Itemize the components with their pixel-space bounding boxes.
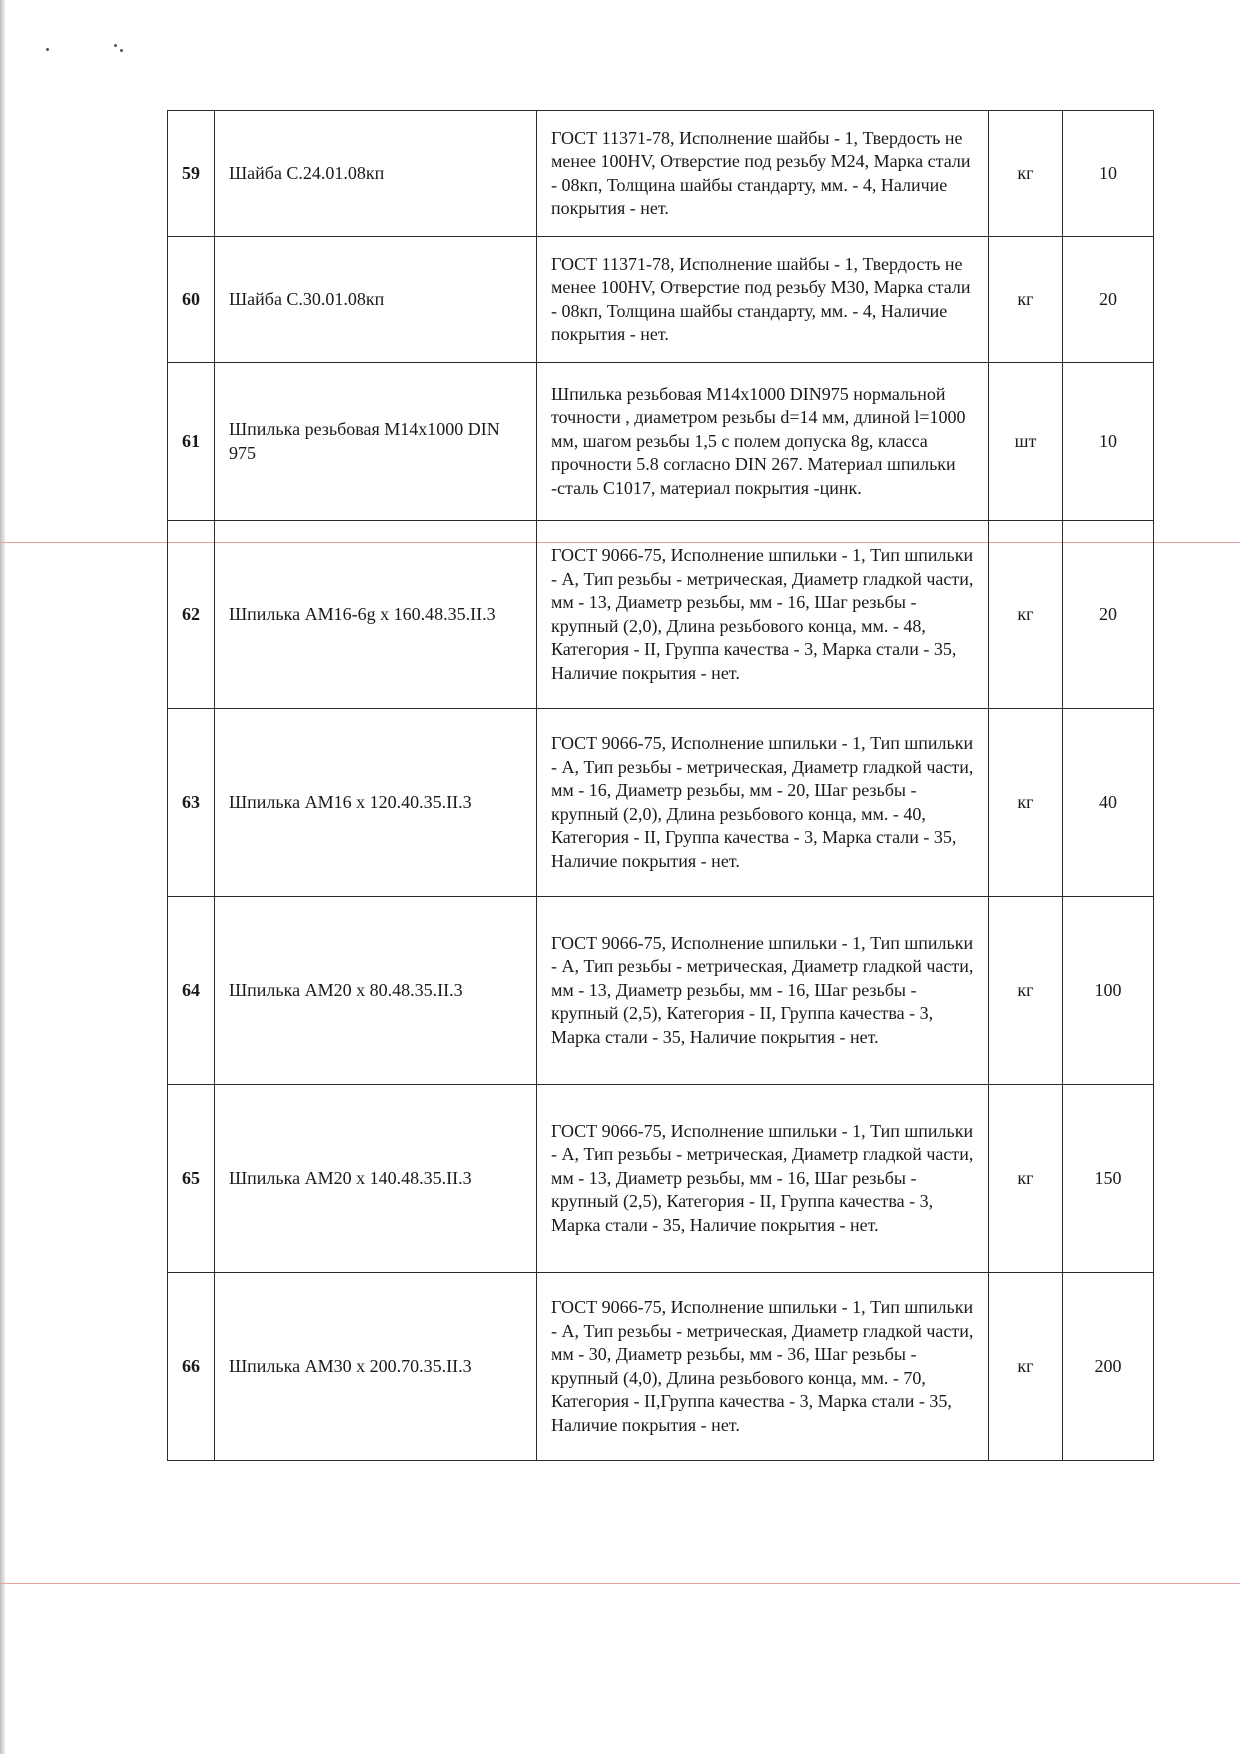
item-name: Шпилька АМ16-6g x 160.48.35.II.3	[215, 521, 537, 709]
table-row	[168, 1273, 1154, 1461]
unit-of-measure: кг	[989, 111, 1063, 237]
item-description: ГОСТ 9066-75, Исполнение шпильки - 1, Тип шпильки - А, Тип резьбы - метрическая, Диаметр гладкой части, мм - 16, Диаметр резьбы, мм - 20, Шаг резьбы - крупный (2,0), Длина резьбового конца, мм. - 40, Категория - II, Группа качества - 3, Марка стали - 35, Наличие покрытия - нет.	[537, 709, 989, 897]
quantity: 10	[1063, 111, 1154, 237]
unit-of-measure: кг	[989, 237, 1063, 363]
item-description: ГОСТ 9066-75, Исполнение шпильки - 1, Тип шпильки - А, Тип резьбы - метрическая, Диаметр гладкой части, мм - 13, Диаметр резьбы, мм - 16, Шаг резьбы - крупный (2,5), Категория - II, Группа качества - 3, Марка стали - 35, Наличие покрытия - нет.	[537, 897, 989, 1085]
scan-edge-shadow	[0, 0, 5, 1754]
quantity: 10	[1063, 363, 1154, 521]
unit-of-measure: кг	[989, 1273, 1063, 1461]
item-name: Шпилька АМ20 x 80.48.35.II.3	[215, 897, 537, 1085]
unit-of-measure: шт	[989, 363, 1063, 521]
item-name: Шпилька резьбовая M14x1000 DIN 975	[215, 363, 537, 521]
scan-speck	[120, 49, 123, 52]
item-description: Шпилька резьбовая M14x1000 DIN975 нормальной точности , диаметром резьбы d=14 мм, длиной l=1000 мм, шагом резьбы 1,5 с полем допуска 8g, класса прочности 5.8 согласно DIN 267. Материал шпильки -сталь С1017, материал покрытия -цинк.	[537, 363, 989, 521]
row-number: 66	[168, 1273, 215, 1461]
table-row	[168, 237, 1154, 363]
quantity: 20	[1063, 237, 1154, 363]
unit-of-measure: кг	[989, 897, 1063, 1085]
table-row	[168, 111, 1154, 237]
table-row	[168, 709, 1154, 897]
row-number: 59	[168, 111, 215, 237]
row-number: 64	[168, 897, 215, 1085]
item-name: Шайба С.30.01.08кп	[215, 237, 537, 363]
row-number: 65	[168, 1085, 215, 1273]
item-description: ГОСТ 11371-78, Исполнение шайбы - 1, Твердость не менее 100HV, Отверстие под резьбу М24, Марка стали - 08кп, Толщина шайбы стандарту, мм. - 4, Наличие покрытия - нет.	[537, 111, 989, 237]
unit-of-measure: кг	[989, 709, 1063, 897]
scan-speck	[114, 44, 117, 47]
item-name: Шайба С.24.01.08кп	[215, 111, 537, 237]
quantity: 200	[1063, 1273, 1154, 1461]
item-name: Шпилька АМ30 x 200.70.35.II.3	[215, 1273, 537, 1461]
row-number: 60	[168, 237, 215, 363]
quantity: 100	[1063, 897, 1154, 1085]
item-name: Шпилька АМ16 x 120.40.35.II.3	[215, 709, 537, 897]
quantity: 40	[1063, 709, 1154, 897]
quantity: 20	[1063, 521, 1154, 709]
quantity: 150	[1063, 1085, 1154, 1273]
item-description: ГОСТ 9066-75, Исполнение шпильки - 1, Тип шпильки - А, Тип резьбы - метрическая, Диаметр гладкой части, мм - 30, Диаметр резьбы, мм - 36, Шаг резьбы - крупный (4,0), Длина резьбового конца, мм. - 70, Категория - II,Группа качества - 3, Марка стали - 35, Наличие покрытия - нет.	[537, 1273, 989, 1461]
table-row	[168, 1085, 1154, 1273]
row-number: 61	[168, 363, 215, 521]
scan-speck	[46, 48, 49, 51]
specification-table	[167, 110, 1154, 1461]
table-row	[168, 897, 1154, 1085]
table-row	[168, 363, 1154, 521]
item-description: ГОСТ 9066-75, Исполнение шпильки - 1, Тип шпильки - А, Тип резьбы - метрическая, Диаметр гладкой части, мм - 13, Диаметр резьбы, мм - 16, Шаг резьбы - крупный (2,0), Длина резьбового конца, мм. - 48, Категория - II, Группа качества - 3, Марка стали - 35, Наличие покрытия - нет.	[537, 521, 989, 709]
item-description: ГОСТ 9066-75, Исполнение шпильки - 1, Тип шпильки - А, Тип резьбы - метрическая, Диаметр гладкой части, мм - 13, Диаметр резьбы, мм - 16, Шаг резьбы - крупный (2,5), Категория - II, Группа качества - 3, Марка стали - 35, Наличие покрытия - нет.	[537, 1085, 989, 1273]
row-number: 62	[168, 521, 215, 709]
scan-artifact-line	[0, 1583, 1240, 1584]
row-number: 63	[168, 709, 215, 897]
item-description: ГОСТ 11371-78, Исполнение шайбы - 1, Твердость не менее 100HV, Отверстие под резьбу М30, Марка стали - 08кп, Толщина шайбы стандарту, мм. - 4, Наличие покрытия - нет.	[537, 237, 989, 363]
table-row	[168, 521, 1154, 709]
unit-of-measure: кг	[989, 1085, 1063, 1273]
unit-of-measure: кг	[989, 521, 1063, 709]
item-name: Шпилька АМ20 x 140.48.35.II.3	[215, 1085, 537, 1273]
